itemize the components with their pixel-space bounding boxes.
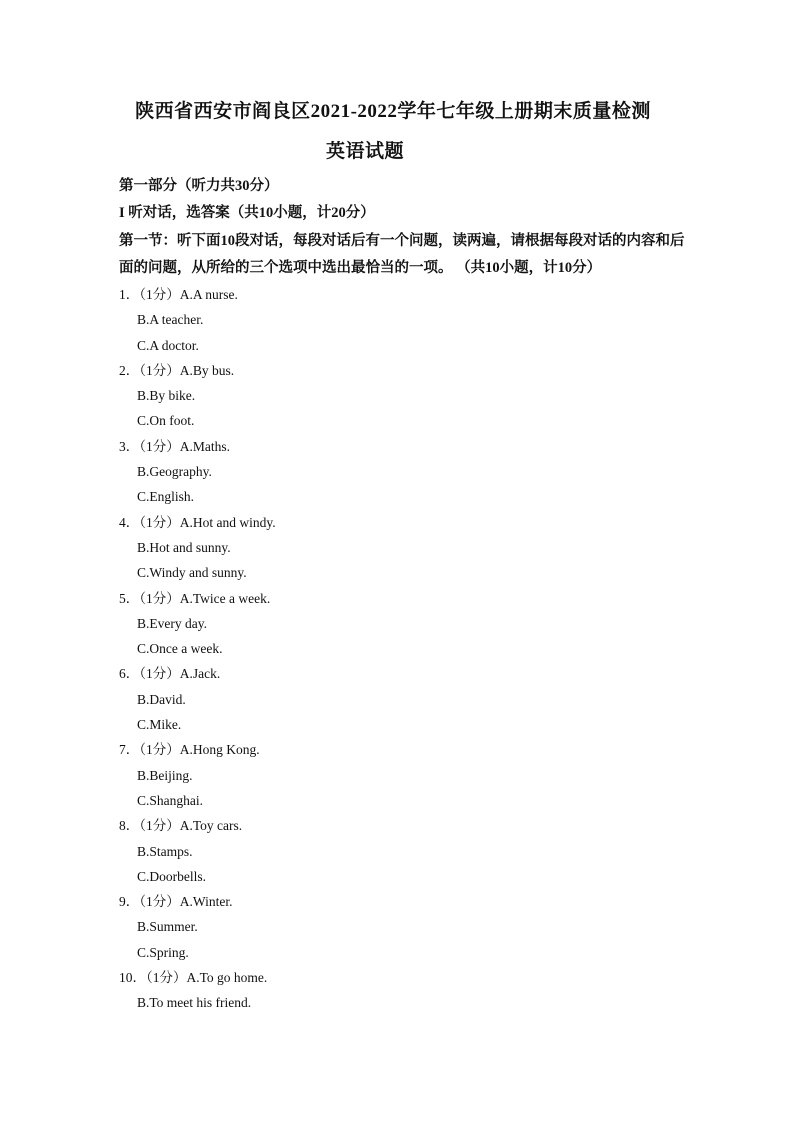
question-number: 10．（1分）: [119, 970, 187, 986]
question-number: 5．（1分）: [119, 590, 180, 606]
exam-title: 陕西省西安市阎良区2021-2022学年七年级上册期末质量检测: [135, 101, 651, 122]
option-text: C.Shanghai.: [137, 792, 203, 808]
option-text: C.Spring.: [137, 944, 189, 960]
question-option: [119, 307, 679, 332]
question-option: [119, 484, 679, 509]
question-number: 3．（1分）: [119, 438, 180, 454]
option-text: B.By bike.: [137, 388, 196, 404]
option-text: C.On foot.: [137, 413, 195, 429]
option-text: C.Once a week.: [137, 641, 223, 657]
question-item: [119, 358, 679, 383]
option-text: A.To go home.: [186, 970, 268, 986]
question-number: 6．（1分）: [119, 666, 180, 682]
question-item: [119, 434, 679, 459]
option-text: B.Hot and sunny.: [137, 539, 231, 555]
question-item: [119, 661, 679, 686]
question-option: [119, 788, 679, 813]
question-number: 4．（1分）: [119, 514, 180, 530]
question-option: [119, 712, 679, 737]
question-number: 8．（1分）: [119, 818, 180, 834]
question-option: [119, 839, 679, 864]
question-number: 1．（1分）: [119, 287, 180, 302]
question-item: [119, 586, 679, 611]
option-text: C.Mike.: [137, 717, 182, 733]
question-item: [119, 737, 679, 762]
question-option: [119, 535, 679, 560]
question-item: [119, 282, 679, 307]
question-item: [119, 510, 679, 535]
option-text: B.A teacher.: [137, 312, 204, 328]
instruction-line-2: 面的问题，从所给的三个选项中选出最恰当的一项。 （共10小题，计10分）: [119, 260, 602, 276]
option-text: B.Geography.: [137, 464, 212, 480]
option-text: C.Doorbells.: [137, 868, 206, 884]
option-text: C.Windy and sunny.: [137, 565, 247, 581]
question-option: [119, 383, 679, 408]
question-option: [119, 333, 679, 358]
option-text: B.Every day.: [137, 615, 207, 631]
option-text: B.To meet his friend.: [137, 995, 252, 1011]
question-option: [119, 864, 679, 889]
section-heading: I 听对话，选答案（共10小题，计20分）: [119, 205, 375, 221]
question-item: [119, 813, 679, 838]
question-item: [119, 965, 679, 990]
question-option: [119, 763, 679, 788]
option-text: B.Summer.: [137, 919, 198, 935]
option-text: A.Jack.: [179, 666, 221, 682]
option-text: C.English.: [137, 489, 195, 505]
option-text: A.Hot and windy.: [179, 514, 276, 530]
question-option: [119, 408, 679, 433]
question-list: [119, 282, 679, 1016]
question-option: [119, 914, 679, 939]
question-option: [119, 636, 679, 661]
option-text: B.Stamps.: [137, 843, 193, 859]
question-option: [119, 990, 679, 1015]
question-item: [119, 889, 679, 914]
option-text: A.A nurse.: [179, 287, 238, 302]
option-text: A.Hong Kong.: [179, 742, 260, 758]
question-option: [119, 611, 679, 636]
question-number: 9．（1分）: [119, 894, 180, 910]
question-option: [119, 940, 679, 965]
part-heading: 第一部分（听力共30分）: [119, 178, 279, 194]
option-text: C.A doctor.: [137, 337, 199, 353]
instruction-line-1: 第一节：听下面10段对话，每段对话后有一个问题，读两遍，请根据每段对话的内容和后: [119, 233, 685, 249]
option-text: B.Beijing.: [137, 767, 193, 783]
question-option: [119, 687, 679, 712]
question-number: 2．（1分）: [119, 362, 180, 378]
option-text: A.Maths.: [179, 438, 230, 454]
option-text: A.Winter.: [179, 894, 233, 910]
question-option: [119, 560, 679, 585]
option-text: A.By bus.: [179, 362, 235, 378]
option-text: A.Toy cars.: [179, 818, 243, 834]
option-text: A.Twice a week.: [179, 590, 271, 606]
option-text: B.David.: [137, 691, 186, 707]
exam-subtitle: 英语试题: [325, 141, 404, 162]
question-option: [119, 459, 679, 484]
question-number: 7．（1分）: [119, 742, 180, 758]
